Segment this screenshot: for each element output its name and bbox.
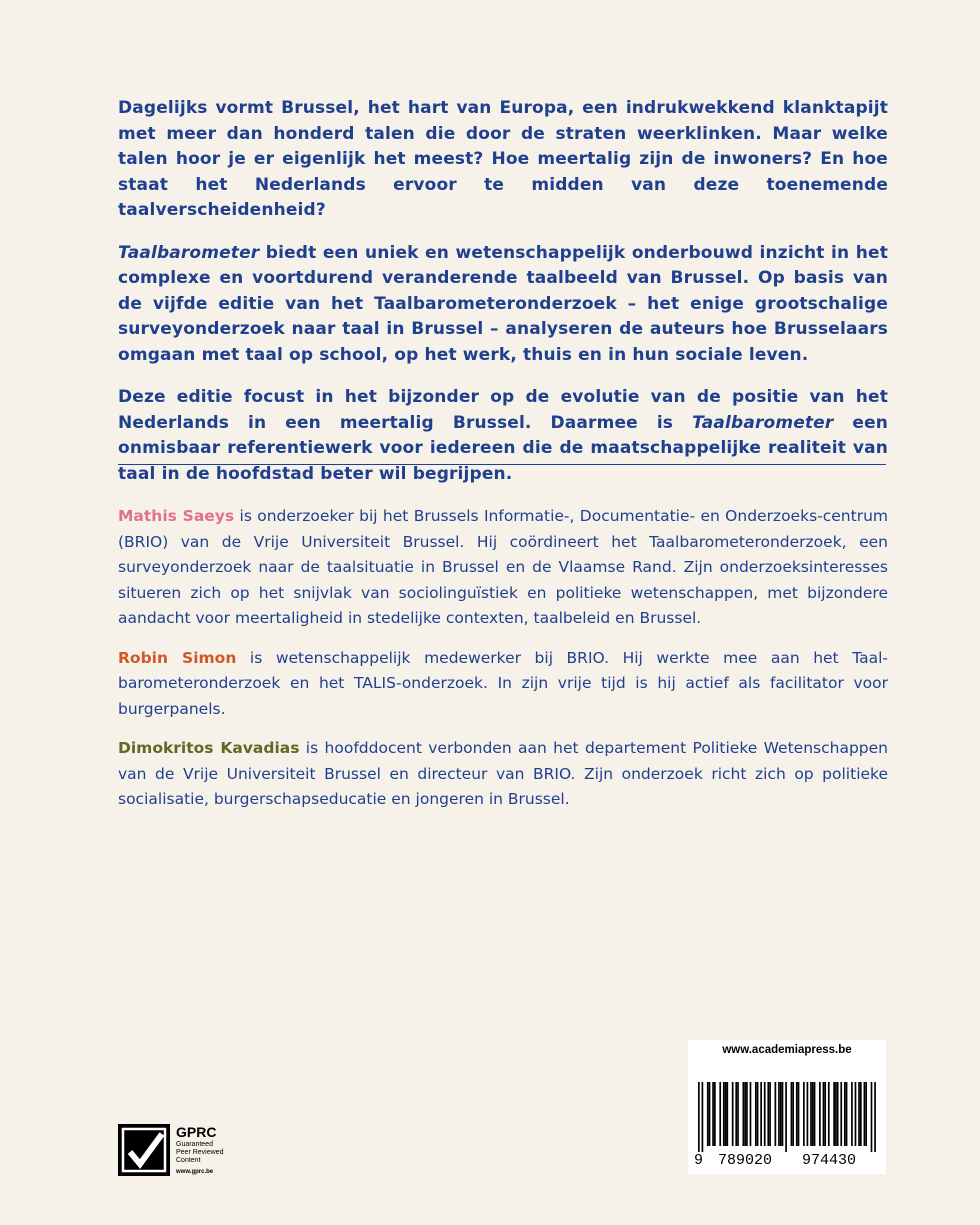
barcode-bar (819, 1082, 821, 1146)
barcode-bar (743, 1082, 745, 1146)
barcode-bar (744, 1082, 746, 1146)
barcode-bar (698, 1082, 700, 1152)
barcode-bar (833, 1082, 835, 1146)
barcode-bar (844, 1082, 846, 1146)
author-bio-text: is wetenschappelijk medewerker bij BRIO. Hij werkte mee aan het Taal-barometeronderzoek en het TALIS-onderzoek. In zijn vrije tijd is hij actief als facilitator voor burgerpanels. (118, 648, 888, 718)
barcode-bar (726, 1082, 728, 1146)
barcode-bar (769, 1082, 771, 1146)
divider (118, 464, 886, 465)
isbn-first-digit: 9 (694, 1152, 704, 1169)
barcode-bar (874, 1082, 876, 1152)
author-name: Robin Simon (118, 648, 237, 667)
publisher-url: www.academiapress.be (722, 1044, 852, 1056)
barcode-bar (785, 1082, 787, 1152)
barcode-bar (810, 1082, 812, 1146)
blurb-paragraph-2-text: biedt een uniek en wetenschappelijk onderbouwd inzicht in het complexe en voortdurend veranderende taalbeeld van Brussel. Op basis van de vijfde editie van het Taalbarometeronderzoek – het enige grootschalige surveyonderzoek naar taal in Brussel – analyseren de auteurs hoe Brusselaars omgaan met taal op school, op het werk, thuis en in hun sociale leven. (118, 242, 888, 365)
isbn-group-2: 974430 (802, 1152, 857, 1169)
barcode-bar (846, 1082, 848, 1146)
barcode-bar (798, 1082, 800, 1146)
barcode-bar (835, 1082, 837, 1146)
barcode-bar (778, 1082, 780, 1146)
barcode-bar (837, 1082, 839, 1146)
barcode-bar (707, 1082, 709, 1146)
author-bio-text: is hoofddocent verbonden aan het departement Politieke Wetenschappen van de Vrije Universiteit Brussel en directeur van BRIO. Zijn onderzoek richt zich op politieke socialisatie, burgerschapseducatie en jongeren in Brussel. (118, 739, 888, 808)
barcode-bar (828, 1082, 830, 1146)
barcode-bar (760, 1082, 762, 1146)
author-bio (118, 504, 888, 632)
barcode-bar (725, 1082, 727, 1146)
barcode-bar (864, 1082, 866, 1146)
barcode-bar (840, 1082, 842, 1146)
barcode-bar (757, 1082, 759, 1146)
barcode-bar (767, 1082, 769, 1146)
gprc-logo (118, 1124, 228, 1180)
barcode-bar (871, 1082, 873, 1152)
barcode-bar (851, 1082, 853, 1146)
barcode-bar (732, 1082, 734, 1146)
barcode-bar (750, 1082, 752, 1146)
barcode-bar (723, 1082, 725, 1146)
barcode-bar (796, 1082, 798, 1146)
barcode-bar (807, 1082, 809, 1146)
barcode-bar (814, 1082, 816, 1146)
barcode-bar (775, 1082, 777, 1146)
checkmark-icon (118, 1124, 170, 1176)
barcode-bar (712, 1082, 714, 1146)
barcode-bar (855, 1082, 857, 1146)
isbn-group-1: 789020 (718, 1152, 773, 1169)
barcode (698, 1082, 876, 1152)
barcode-bar (746, 1082, 748, 1146)
author-name: Mathis Saeys (118, 507, 235, 525)
barcode-bar (780, 1082, 782, 1146)
blurb (118, 96, 888, 504)
barcode-bar (714, 1082, 716, 1146)
barcode-bar (735, 1082, 737, 1146)
author-bio (118, 736, 888, 813)
author-bio (118, 646, 888, 723)
barcode-bar (860, 1082, 862, 1146)
gprc-title: GPRC (176, 1124, 217, 1140)
blurb-paragraph-2 (118, 241, 888, 369)
barcode-bar (709, 1082, 711, 1146)
author-name: Dimokritos Kavadias (118, 739, 300, 757)
barcode-bar (803, 1082, 805, 1146)
barcode-bar (792, 1082, 794, 1146)
author-bio-text: is onderzoeker bij het Brussels Informatie-, Documentatie- en Onderzoeks-centrum (BRIO) van de Vrije Universiteit Brussel. Hij coördineert het Taalbarometeronderzoek, een surveyonderzoek naar de taalsituatie in Brussel en de Vlaamse Rand. Zijn onderzoeksinteresses situeren zich op het snijvlak van sociolinguïstiek en politieke wetenschappen, met bijzondere aandacht voor meertaligheid in stedelijke contexten, taalbeleid en Brussel. (118, 507, 888, 627)
barcode-bar (858, 1082, 860, 1146)
gprc-url: www.gprc.be (176, 1169, 214, 1175)
barcode-bar (764, 1082, 766, 1146)
barcode-bar (755, 1082, 757, 1146)
gprc-subtitle: Guaranteed Peer Reviewed Content (176, 1141, 224, 1164)
blurb-paragraph-3-text-b: een onmisbaar referentiewerk voor iedereen die de maatschappelijke realiteit van taal in de hoofdstad beter wil begrijpen. (118, 412, 888, 484)
barcode-bar (812, 1082, 814, 1146)
blurb-paragraph-3 (118, 385, 888, 487)
book-title: Taalbarometer (692, 412, 834, 433)
barcode-bar (737, 1082, 739, 1146)
barcode-bar (791, 1082, 793, 1146)
barcode-bar (782, 1082, 784, 1146)
author-bios (118, 504, 888, 827)
blurb-paragraph-3-text-a: Deze editie focust in het bijzonder op de evolutie van de positie van het Nederlands in een meertalig Brussel. Daarmee is (118, 387, 888, 433)
barcode-bar (702, 1082, 704, 1152)
barcode-bar (823, 1082, 825, 1146)
barcode-area (688, 1040, 886, 1174)
barcode-bar (865, 1082, 867, 1146)
barcode-bar (719, 1082, 721, 1146)
blurb-paragraph-1: Dagelijks vormt Brussel, het hart van Europa, een indrukwekkend klanktapijt met meer dan honderd talen die door de straten weerklinken. Maar welke talen hoor je er eigenlijk het meest? Hoe meertalig zijn de inwoners? En hoe staat het Nederlands ervoor te midden van deze toenemende taalverscheidenheid? (118, 98, 888, 220)
book-title: Taalbarometer (118, 242, 260, 263)
barcode-bar (824, 1082, 826, 1146)
